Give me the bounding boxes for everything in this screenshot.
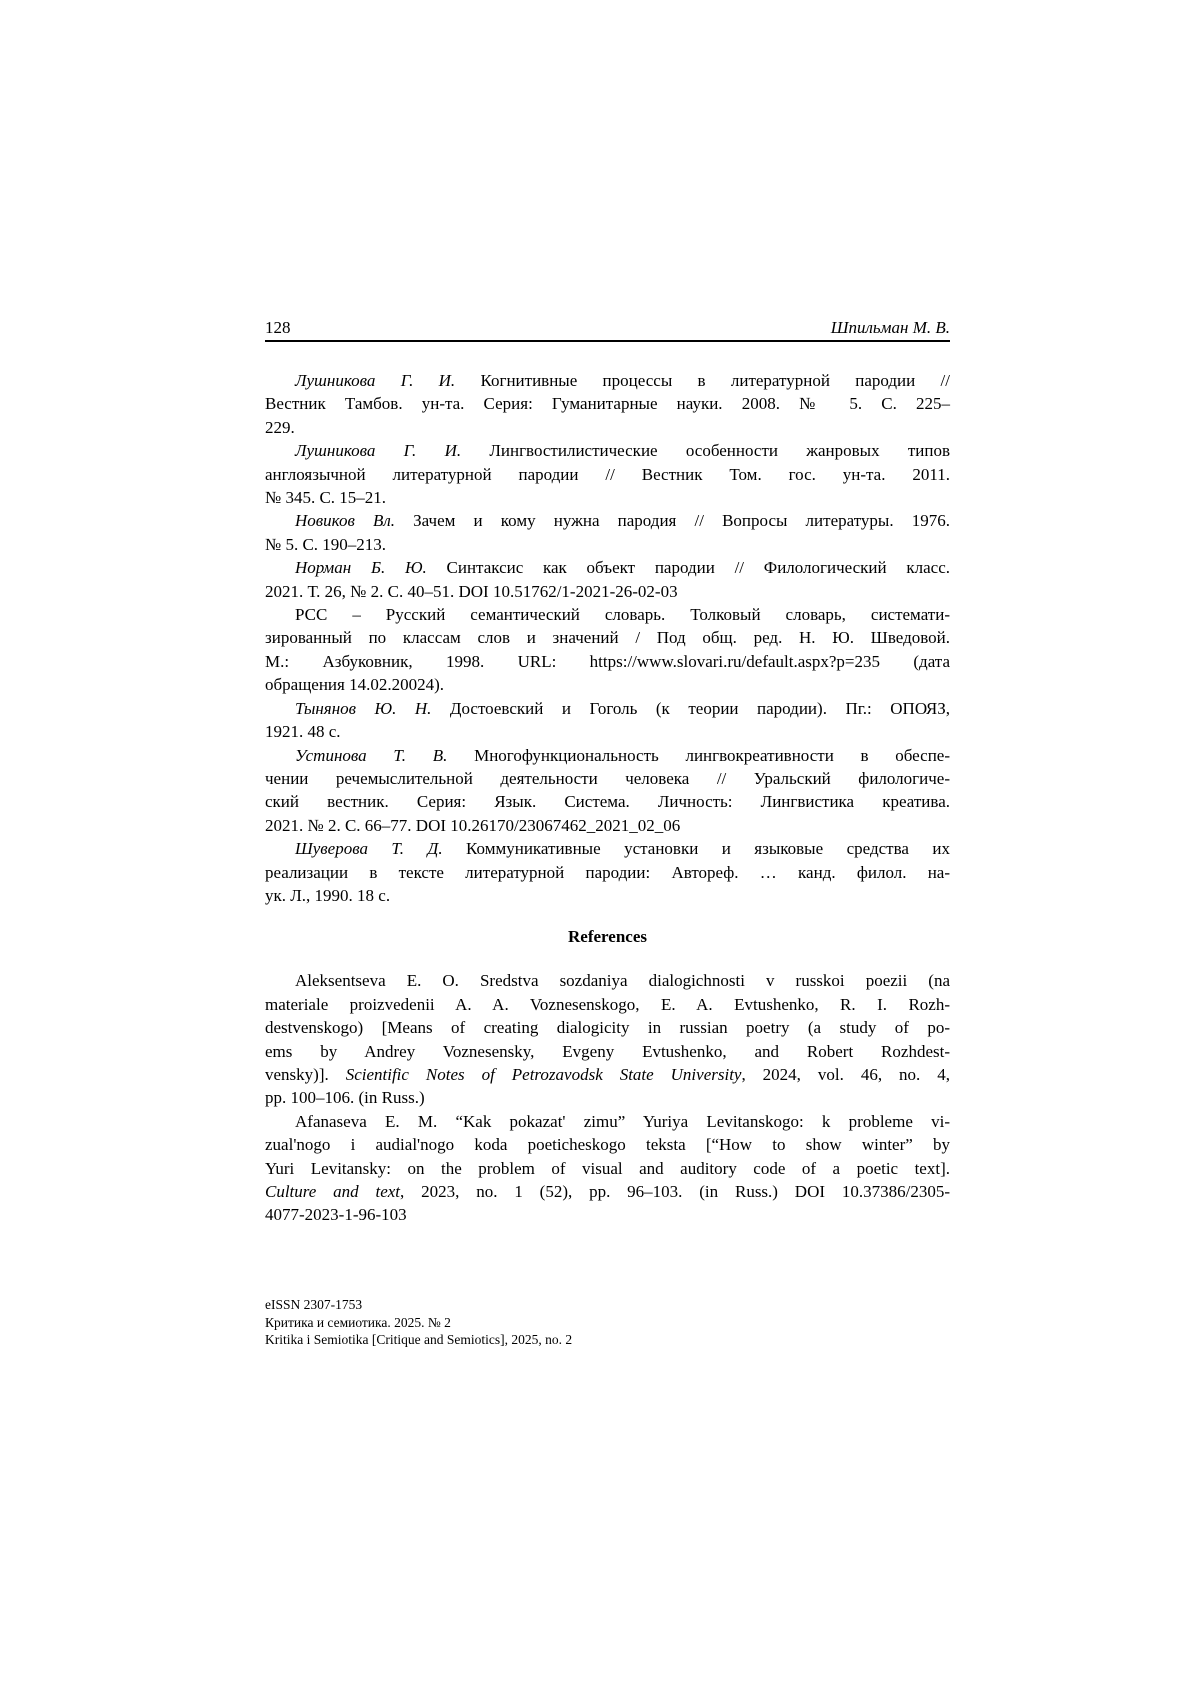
page-footer xyxy=(265,1296,572,1349)
reference-entry xyxy=(265,603,950,697)
reference-text-italic: Лушникова Г. И. xyxy=(295,441,462,461)
reference-text: обращения 14.02.20024). xyxy=(265,675,445,695)
document-page xyxy=(265,318,950,1227)
reference-text: РСС – Русский семантический словарь. Толковый словарь, системати- xyxy=(295,605,950,625)
reference-text: ems by Andrey Voznesensky, Evgeny Evtushenko, and Robert Rozhdest- xyxy=(265,1041,950,1061)
reference-text-italic: Scientific Notes of Petrozavodsk State University xyxy=(345,1064,742,1084)
page-number: 128 xyxy=(265,318,291,337)
header-rule xyxy=(265,340,950,342)
reference-line xyxy=(265,1180,950,1203)
reference-text: Когнитивные процессы в литературной пародии // xyxy=(455,371,950,390)
reference-text-italic: Culture and text xyxy=(265,1182,401,1201)
reference-text: Достоевский и Гоголь (к теории пародии). Пг.: ОПОЯЗ, xyxy=(431,698,951,718)
reference-line xyxy=(265,369,950,392)
reference-line xyxy=(265,1086,950,1109)
reference-line xyxy=(265,1063,950,1086)
reference-line xyxy=(265,744,950,767)
reference-entry xyxy=(265,697,950,744)
reference-line xyxy=(265,486,950,509)
reference-text: Зачем и кому нужна пародия // Вопросы литературы. 1976. xyxy=(395,511,950,531)
references-heading: References xyxy=(568,927,647,947)
reference-line xyxy=(265,697,950,720)
running-title: Шпильман М. В. xyxy=(830,318,950,337)
reference-text-italic: Шуверова Т. Д. xyxy=(295,839,443,859)
reference-text-italic: Норман Б. Ю. xyxy=(295,558,427,578)
reference-text: Синтаксис как объект пародии // Филологический класс. xyxy=(426,558,950,578)
bibliography-russian xyxy=(265,369,950,907)
reference-text: 2021. Т. 26, № 2. С. 40–51. DOI 10.51762/1-2021-26-02-03 xyxy=(265,581,678,601)
reference-entry xyxy=(265,969,950,1109)
reference-line xyxy=(265,580,950,603)
reference-text-italic: Лушникова Г. И. xyxy=(295,371,456,390)
reference-entry xyxy=(265,439,950,509)
reference-text: Многофункциональность лингвокреативности в обеспе- xyxy=(447,745,950,765)
reference-line xyxy=(265,993,950,1016)
reference-text: № 345. С. 15–21. xyxy=(265,488,387,508)
reference-text: 229. xyxy=(265,417,295,437)
reference-entry xyxy=(265,556,950,603)
page-header xyxy=(265,318,950,338)
reference-entry xyxy=(265,837,950,907)
reference-text: реализации в тексте литературной пародии: Автореф. … канд. филол. на- xyxy=(265,862,950,882)
reference-text: destvenskogo) [Means of creating dialogicity in russian poetry (a study of po- xyxy=(265,1018,950,1038)
footer-eissn: eISSN 2307-1753 xyxy=(265,1297,363,1312)
reference-text: 2021. № 2. С. 66–77. DOI 10.26170/23067462_2021_02_06 xyxy=(265,815,681,835)
reference-text: 1921. 48 с. xyxy=(265,722,341,742)
reference-text: Лингвостилистические особенности жанровых типов xyxy=(461,441,950,461)
reference-text: М.: Азбуковник, 1998. URL: https://www.slovari.ru/default.aspx?p=235 (дата xyxy=(265,651,950,671)
reference-text: зированный по классам слов и значений / Под общ. ред. Н. Ю. Шведовой. xyxy=(265,628,950,648)
reference-line xyxy=(265,790,950,813)
reference-text: Yuri Levitansky: on the problem of visual and auditory code of a poetic text]. xyxy=(265,1158,950,1178)
reference-line xyxy=(265,969,950,992)
reference-text: 4077-2023-1-96-103 xyxy=(265,1205,407,1225)
bibliography-english xyxy=(265,969,950,1226)
reference-line xyxy=(265,416,950,439)
reference-line xyxy=(265,767,950,790)
reference-text-italic: Устинова Т. В. xyxy=(295,745,448,765)
reference-line xyxy=(265,861,950,884)
reference-text: Вестник Тамбов. ун-та. Серия: Гуманитарные науки. 2008. № 5. С. 225– xyxy=(265,394,950,414)
reference-line xyxy=(265,1040,950,1063)
reference-text: , 2023, no. 1 (52), pp. 96–103. (in Russ.) DOI 10.37386/2305- xyxy=(400,1182,950,1201)
reference-line xyxy=(265,884,950,907)
reference-line xyxy=(265,814,950,837)
reference-text: англоязычной литературной пародии // Вестник Том. гос. ун-та. 2011. xyxy=(265,464,950,484)
reference-line xyxy=(265,1157,950,1180)
reference-text: Коммуникативные установки и языковые средства их xyxy=(442,839,950,859)
reference-entry xyxy=(265,369,950,439)
reference-text: materiale proizvedenii A. A. Voznesenskogo, E. A. Evtushenko, R. I. Rozh- xyxy=(265,994,950,1014)
reference-entry xyxy=(265,509,950,556)
reference-line xyxy=(265,837,950,860)
reference-text: Afanaseva E. M. “Kak pokazat' zimu” Yuriya Levitanskogo: k probleme vi- xyxy=(295,1111,950,1131)
reference-text-italic: Новиков Вл. xyxy=(295,511,396,531)
reference-text: , 2024, vol. 46, no. 4, xyxy=(741,1064,950,1084)
footer-journal-ru: Критика и семиотика. 2025. № 2 xyxy=(265,1314,451,1330)
reference-text-italic: Тынянов Ю. Н. xyxy=(295,698,432,718)
reference-text: чении речемыслительной деятельности человека // Уральский филологиче- xyxy=(265,768,950,788)
reference-entry xyxy=(265,1110,950,1227)
reference-line xyxy=(265,509,950,532)
reference-text: vensky)]. xyxy=(265,1064,346,1084)
reference-text: pp. 100–106. (in Russ.) xyxy=(265,1088,425,1108)
reference-text: ук. Л., 1990. 18 с. xyxy=(265,885,391,905)
reference-line xyxy=(265,626,950,649)
reference-line xyxy=(265,720,950,743)
reference-line xyxy=(265,1203,950,1226)
footer-journal-en: Kritika i Semiotika [Critique and Semiotics], 2025, no. 2 xyxy=(265,1332,573,1347)
reference-text: Aleksentseva E. O. Sredstva sozdaniya dialogichnosti v russkoi poezii (na xyxy=(295,971,950,991)
reference-line xyxy=(265,1110,950,1133)
reference-line xyxy=(265,392,950,415)
reference-line xyxy=(265,463,950,486)
reference-line xyxy=(265,439,950,462)
reference-line xyxy=(265,603,950,626)
reference-line xyxy=(265,673,950,696)
reference-line xyxy=(265,556,950,579)
reference-line xyxy=(265,1016,950,1039)
reference-line xyxy=(265,650,950,673)
reference-text: № 5. С. 190–213. xyxy=(265,534,387,554)
reference-line xyxy=(265,1133,950,1156)
reference-text: zual'nogo i audial'nogo koda poeticheskogo teksta [“How to show winter” by xyxy=(265,1135,950,1155)
reference-entry xyxy=(265,744,950,838)
reference-line xyxy=(265,533,950,556)
reference-text: ский вестник. Серия: Язык. Система. Личность: Лингвистика креатива. xyxy=(265,792,950,812)
